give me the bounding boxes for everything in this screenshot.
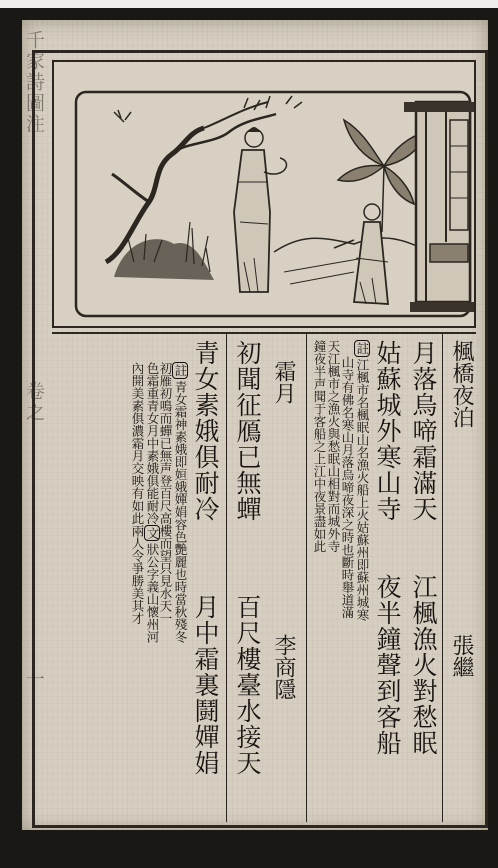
twigs: [114, 96, 302, 122]
text-area: [52, 332, 476, 828]
commentary-text: 江楓市名楓眠山名漁火船上火姑蘇州即蘇州城寒: [355, 358, 370, 621]
commentary-line: 山寺有佛名寒山月落烏啼夜深之時也斷時舉道滿: [340, 356, 355, 619]
commentary-line: 鐘夜半声聞于客船之上江中夜景盡如此: [312, 340, 327, 553]
plantain-leaves: [338, 120, 426, 232]
poem-author: 李商隱: [271, 634, 296, 700]
column-rule: [442, 334, 443, 822]
column-rule: [226, 334, 227, 822]
poem-line: 青女素娥俱耐冷: [191, 340, 220, 522]
illustration-drawing: [54, 62, 478, 330]
commentary-text: 青女霜神素娥即姮娥嬋娟容色艷麗也時當秋殘冬: [173, 380, 188, 643]
commentary-marker: 註: [173, 364, 188, 377]
poem-line: 夜半鐘聲到客船: [373, 574, 402, 756]
commentary-line: 天江楓市之漁火與愁眠山相對而城外寺: [326, 340, 341, 553]
poem-line: 江楓漁火對愁眠: [409, 574, 438, 756]
hills: [274, 238, 426, 252]
woodblock-illustration: [52, 60, 476, 328]
inner-border: [76, 92, 470, 316]
poem-line: 百尺樓臺水接天: [233, 594, 262, 776]
rocks: [114, 239, 214, 280]
figure-lady: [234, 127, 287, 292]
column-rule: [306, 334, 307, 822]
poem-title: 楓橋夜泊: [449, 340, 474, 428]
commentary-marker: 註: [355, 342, 370, 355]
commentary-line: [172, 362, 188, 643]
tree-branch: [112, 174, 149, 202]
commentary-line: 初雁初鳴而蟬已無声登百尺高樓而望只見水天一: [158, 362, 173, 625]
book-title: 千家詩圖注: [22, 30, 45, 135]
scan-border: [0, 832, 498, 868]
commentary-text: 狀公字義山懷州河: [145, 543, 160, 643]
volume-label: 卷之: [22, 381, 45, 423]
poem-line: 月落烏啼霜滿天: [409, 340, 438, 522]
tree-branch: [204, 102, 268, 128]
folio-number: 一: [22, 669, 45, 690]
commentary-marker: 文: [145, 526, 160, 539]
poem-author: 張繼: [449, 634, 474, 678]
pavilion: [404, 102, 474, 312]
commentary-line: [144, 362, 160, 643]
poem-line: 月中霜裏鬪嬋娟: [191, 594, 220, 776]
ground-lines: [284, 258, 364, 284]
book-page: [22, 20, 488, 830]
scan-border: [0, 0, 498, 8]
commentary-line: 內開美素俱濃霜月交映有如此兩人令爭勝美其才: [130, 362, 145, 625]
poem-line: 初聞征鴈已無蟬: [233, 340, 262, 522]
figure-attendant: [334, 204, 388, 304]
commentary-text: 色霜重青女月中素娥俱能耐冷: [145, 362, 160, 525]
poem-title: 霜月: [271, 360, 296, 404]
commentary-line: [354, 340, 370, 621]
poem-line: 姑蘇城外寒山寺: [373, 340, 402, 522]
